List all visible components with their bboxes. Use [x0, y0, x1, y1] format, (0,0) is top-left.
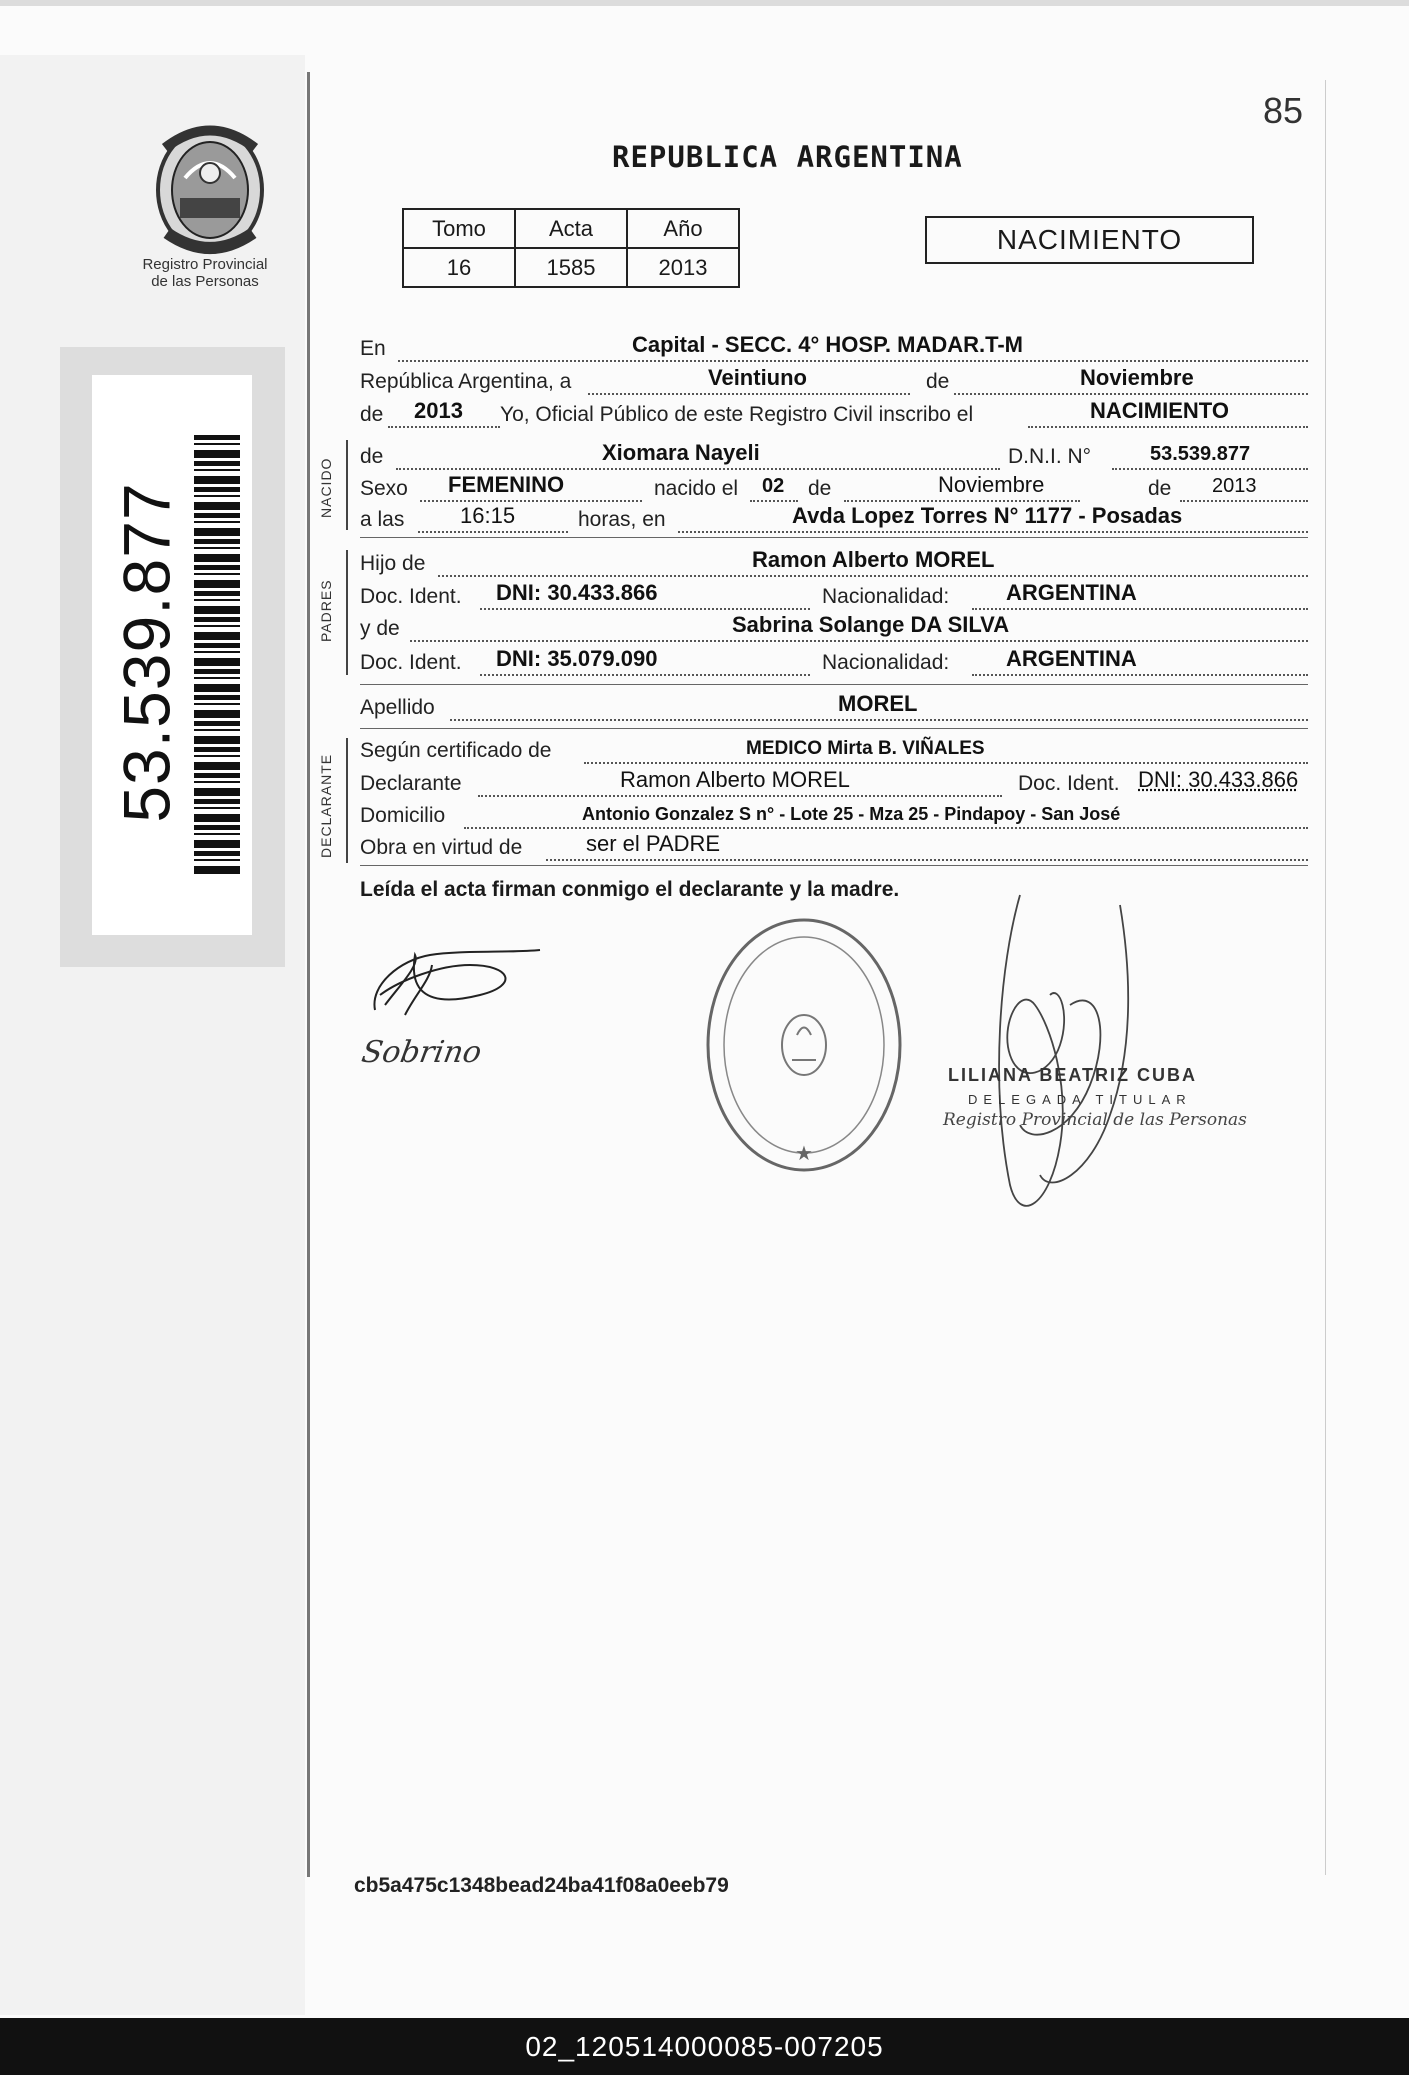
docident-label: Doc. Ident.: [360, 651, 462, 674]
official-signature-icon: [940, 885, 1150, 1225]
acta-header: Acta: [515, 209, 627, 248]
madre-value: Sabrina Solange DA SILVA: [732, 612, 1010, 637]
margin-line: [307, 72, 310, 1877]
registry-name: [120, 256, 290, 290]
dotted-leader: [480, 674, 810, 676]
anio-value: 2013: [627, 248, 739, 287]
dotted-leader: [410, 640, 1308, 642]
section-padres: PADRES: [318, 579, 334, 642]
official-registry: Registro Provincial de las Personas: [943, 1110, 1247, 1130]
closing-text: Leída el acta firman conmigo el declarante y la madre.: [360, 878, 900, 901]
dotted-leader: [438, 575, 1308, 577]
sexo-value: FEMENINO: [448, 472, 565, 497]
de-label: de: [360, 403, 384, 426]
top-strip: [0, 0, 1409, 6]
dotted-leader: [584, 762, 1308, 764]
line-obra: [360, 832, 1308, 862]
de-label: de: [360, 445, 384, 468]
anio-header: Año: [627, 209, 739, 248]
dotted-leader: [844, 500, 1080, 502]
segun-label: Según certificado de: [360, 739, 552, 762]
section-divider: [360, 865, 1308, 866]
decl-doc-label: Doc. Ident.: [1018, 772, 1120, 795]
line-en: [360, 333, 1308, 363]
document-hash: cb5a475c1348bead24ba41f08a0eeb79: [354, 1874, 729, 1897]
domicilio-value: Antonio Gonzalez S n° - Lote 25 - Mza 25 - Pindapoy - San José: [582, 804, 1121, 824]
obra-label: Obra en virtud de: [360, 836, 523, 859]
anio-value: 2013: [414, 398, 463, 423]
dotted-leader: [1180, 500, 1308, 502]
de-label: de: [1148, 477, 1172, 500]
registry-name-line2: de las Personas: [151, 273, 259, 290]
line-hora: [360, 504, 1308, 534]
tomo-header: Tomo: [403, 209, 515, 248]
barcode-panel: [60, 347, 285, 967]
dotted-leader: [588, 393, 910, 395]
madre-nac: ARGENTINA: [1006, 646, 1137, 671]
section-nacido: NACIDO: [318, 457, 334, 518]
dotted-leader: [418, 531, 568, 533]
line-madre-doc: [360, 647, 1308, 677]
dotted-leader: [388, 426, 500, 428]
line-apellido: [360, 692, 1308, 722]
domicilio-label: Domicilio: [360, 804, 446, 827]
acta-value: 1585: [515, 248, 627, 287]
hora-value: 16:15: [460, 503, 516, 528]
horas-label: horas, en: [578, 508, 666, 531]
dotted-leader: [450, 719, 1308, 721]
yo-text: Yo, Oficial Público de este Registro Civil inscribo el: [500, 403, 974, 426]
nacionalidad-label: Nacionalidad:: [822, 585, 950, 608]
signature-name: Sobrino: [358, 1035, 485, 1070]
declarante-label: Declarante: [360, 772, 462, 795]
padre-nac: ARGENTINA: [1006, 580, 1137, 605]
nacido-mes: Noviembre: [938, 472, 1045, 497]
nacido-dia: 02: [762, 475, 785, 497]
barcode-number: 53.539.877: [109, 482, 184, 823]
line-declarante: [360, 768, 1308, 798]
de-label: de: [926, 370, 950, 393]
decl-doc-value: DNI: 30.433.866: [1138, 767, 1299, 792]
section-divider: [360, 728, 1308, 729]
official-name: LILIANA BEATRIZ CUBA: [948, 1065, 1197, 1085]
dotted-leader: [954, 393, 1308, 395]
tomo-value: 16: [403, 248, 515, 287]
section-padres-bar: [346, 550, 348, 675]
certificado-value: MEDICO Mirta B. VIÑALES: [746, 738, 985, 759]
en-value: Capital - SECC. 4° HOSP. MADAR.T-M: [632, 332, 1023, 357]
dotted-leader: [1112, 468, 1308, 470]
declarant-signature-icon: [360, 925, 550, 1025]
de-label: de: [808, 477, 832, 500]
document-title: REPUBLICA ARGENTINA: [612, 140, 963, 174]
padre-doc: DNI: 30.433.866: [496, 580, 658, 605]
apellido-value: MOREL: [838, 691, 918, 716]
line-sexo: [360, 473, 1308, 503]
line-madre: [360, 613, 1308, 643]
hijo-label: Hijo de: [360, 552, 426, 575]
alas-label: a las: [360, 508, 405, 531]
republica-label: República Argentina, a: [360, 370, 572, 393]
section-divider: [360, 684, 1308, 685]
nombre-value: Xiomara Nayeli: [602, 440, 760, 465]
inscribo-value: NACIMIENTO: [1090, 398, 1229, 423]
dotted-leader: [396, 468, 1000, 470]
nacido-label: nacido el: [654, 477, 739, 500]
barcode-bars: [194, 435, 240, 875]
dotted-leader: [464, 827, 1308, 829]
line-padre-doc: [360, 581, 1308, 611]
dia-value: Veintiuno: [708, 365, 807, 390]
dotted-leader: [420, 500, 642, 502]
nacionalidad-label: Nacionalidad:: [822, 651, 950, 674]
padre-value: Ramon Alberto MOREL: [752, 547, 995, 572]
declarante-value: Ramon Alberto MOREL: [620, 767, 850, 792]
section-declarante-bar: [346, 738, 348, 863]
docident-label: Doc. Ident.: [360, 585, 462, 608]
lugar-value: Avda Lopez Torres N° 1177 - Posadas: [792, 503, 1183, 528]
sexo-label: Sexo: [360, 477, 408, 500]
nacido-anio: 2013: [1212, 475, 1257, 497]
page-number: 85: [1263, 90, 1304, 131]
line-republica: [360, 366, 1308, 396]
dotted-leader: [480, 608, 810, 610]
dotted-leader: [1028, 426, 1308, 428]
right-margin-line: [1325, 80, 1326, 1875]
barcode-label: [92, 375, 252, 935]
line-hijo: [360, 548, 1308, 578]
madre-doc: DNI: 35.079.090: [496, 646, 658, 671]
dotted-leader: [398, 360, 1308, 362]
line-domicilio: [360, 800, 1308, 830]
official-seal-icon: [702, 910, 907, 1180]
line-certificado: [360, 735, 1308, 765]
mes-value: Noviembre: [1080, 365, 1194, 390]
dotted-leader: [750, 500, 798, 502]
official-role: DELEGADA TITULAR: [968, 1092, 1192, 1107]
footer-id: 02_120514000085-007205: [0, 2018, 1409, 2075]
dotted-leader: [546, 859, 1308, 861]
dotted-leader: [972, 674, 1308, 676]
dotted-leader: [678, 531, 1308, 533]
section-nacido-bar: [346, 440, 348, 530]
dni-value: 53.539.877: [1150, 443, 1251, 465]
line-nombre: [360, 441, 1308, 471]
dotted-leader: [972, 608, 1308, 610]
section-divider: [360, 537, 1308, 538]
svg-text:★: ★: [795, 1141, 813, 1165]
yde-label: y de: [360, 617, 400, 640]
dni-label: D.N.I. N°: [1008, 445, 1092, 468]
en-label: En: [360, 337, 386, 360]
record-type-box: NACIMIENTO: [925, 216, 1254, 264]
apellido-label: Apellido: [360, 696, 435, 719]
obra-value: ser el PADRE: [586, 831, 721, 856]
registry-table: [402, 208, 740, 288]
section-declarante: DECLARANTE: [318, 753, 334, 858]
line-inscribo: [360, 399, 1308, 429]
registry-name-line1: Registro Provincial: [142, 256, 268, 273]
dotted-leader: [478, 795, 1002, 797]
provincial-emblem-icon: [145, 118, 275, 256]
